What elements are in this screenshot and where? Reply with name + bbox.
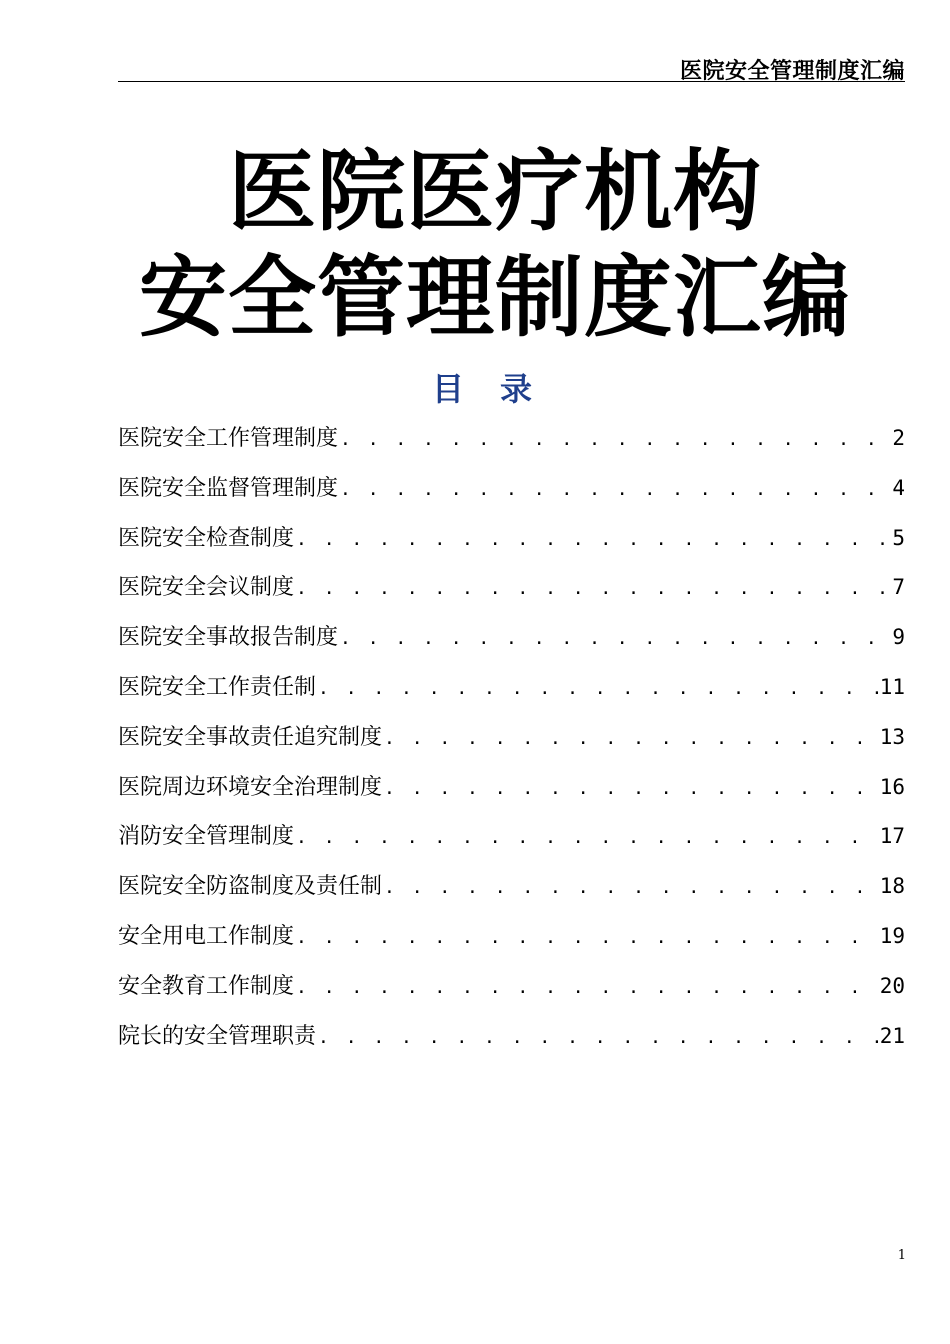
- toc-entry-page: 18: [879, 874, 905, 899]
- toc-entry[interactable]: [118, 667, 905, 717]
- running-header-title: 医院安全管理制度汇编: [679, 59, 905, 84]
- toc-entry-page: 21: [879, 1023, 905, 1048]
- toc-dot-leader: [384, 868, 878, 908]
- toc-heading: 目录: [431, 370, 568, 408]
- toc-entry[interactable]: [118, 518, 905, 568]
- toc-entry-page: 20: [879, 973, 905, 998]
- toc-entry-title: 医院周边环境安全治理制度: [118, 774, 383, 800]
- toc-entry[interactable]: [118, 468, 905, 518]
- toc-dot-leader: [340, 420, 890, 460]
- toc-dot-leader: [340, 619, 890, 659]
- toc-entry-title: 消防安全管理制度: [118, 824, 295, 850]
- document-title-line-2: 安全管理制度汇编: [138, 246, 851, 349]
- toc-dot-leader: [296, 968, 878, 1008]
- toc-dot-leader: [296, 818, 878, 858]
- table-of-contents: [118, 418, 905, 1065]
- toc-entry[interactable]: [118, 617, 905, 667]
- toc-entry-page: 17: [879, 824, 905, 849]
- toc-entry-title: 医院安全工作责任制: [118, 674, 317, 700]
- running-header: [118, 50, 905, 82]
- page-number: 1: [897, 1248, 906, 1263]
- toc-entry[interactable]: [118, 717, 905, 767]
- toc-entry[interactable]: [118, 866, 905, 916]
- toc-entry-page: 5: [892, 525, 905, 550]
- toc-dot-leader: [296, 520, 890, 560]
- toc-entry-title: 医院安全事故责任追究制度: [118, 724, 383, 750]
- toc-entry-title: 安全用电工作制度: [118, 923, 295, 949]
- toc-entry-title: 医院安全工作管理制度: [118, 426, 339, 451]
- toc-entry[interactable]: [118, 1016, 905, 1066]
- toc-dot-leader: [296, 569, 890, 609]
- toc-entry-page: 2: [892, 426, 905, 450]
- toc-entry[interactable]: [118, 816, 905, 866]
- toc-entry[interactable]: [118, 916, 905, 966]
- toc-entry-page: 13: [879, 724, 905, 749]
- toc-entry-title: 医院安全会议制度: [118, 575, 295, 601]
- toc-entry-title: 院长的安全管理职责: [118, 1023, 317, 1049]
- toc-dot-leader: [384, 719, 878, 759]
- toc-entry-page: 7: [892, 575, 905, 600]
- toc-entry-title: 医院安全检查制度: [118, 525, 295, 551]
- toc-entry-title: 医院安全监督管理制度: [118, 475, 339, 501]
- toc-dot-leader: [340, 470, 890, 510]
- toc-dot-leader: [384, 769, 878, 809]
- toc-entry-page: 4: [892, 475, 905, 500]
- toc-entry-title: 医院安全事故报告制度: [118, 625, 339, 651]
- toc-entry[interactable]: [118, 966, 905, 1016]
- toc-entry-page: 19: [879, 923, 905, 948]
- toc-dot-leader: [296, 918, 878, 958]
- toc-entry[interactable]: [118, 767, 905, 817]
- toc-dot-leader: [318, 1018, 878, 1058]
- toc-entry-title: 安全教育工作制度: [118, 973, 295, 999]
- toc-dot-leader: [318, 669, 878, 709]
- toc-entry[interactable]: [118, 567, 905, 617]
- toc-entry-page: 11: [879, 674, 905, 699]
- toc-entry-page: 16: [879, 774, 905, 799]
- toc-entry[interactable]: [118, 418, 905, 468]
- document-title-line-1: 医院医疗机构: [227, 140, 762, 243]
- toc-entry-page: 9: [892, 625, 905, 650]
- toc-entry-title: 医院安全防盗制度及责任制: [118, 874, 383, 900]
